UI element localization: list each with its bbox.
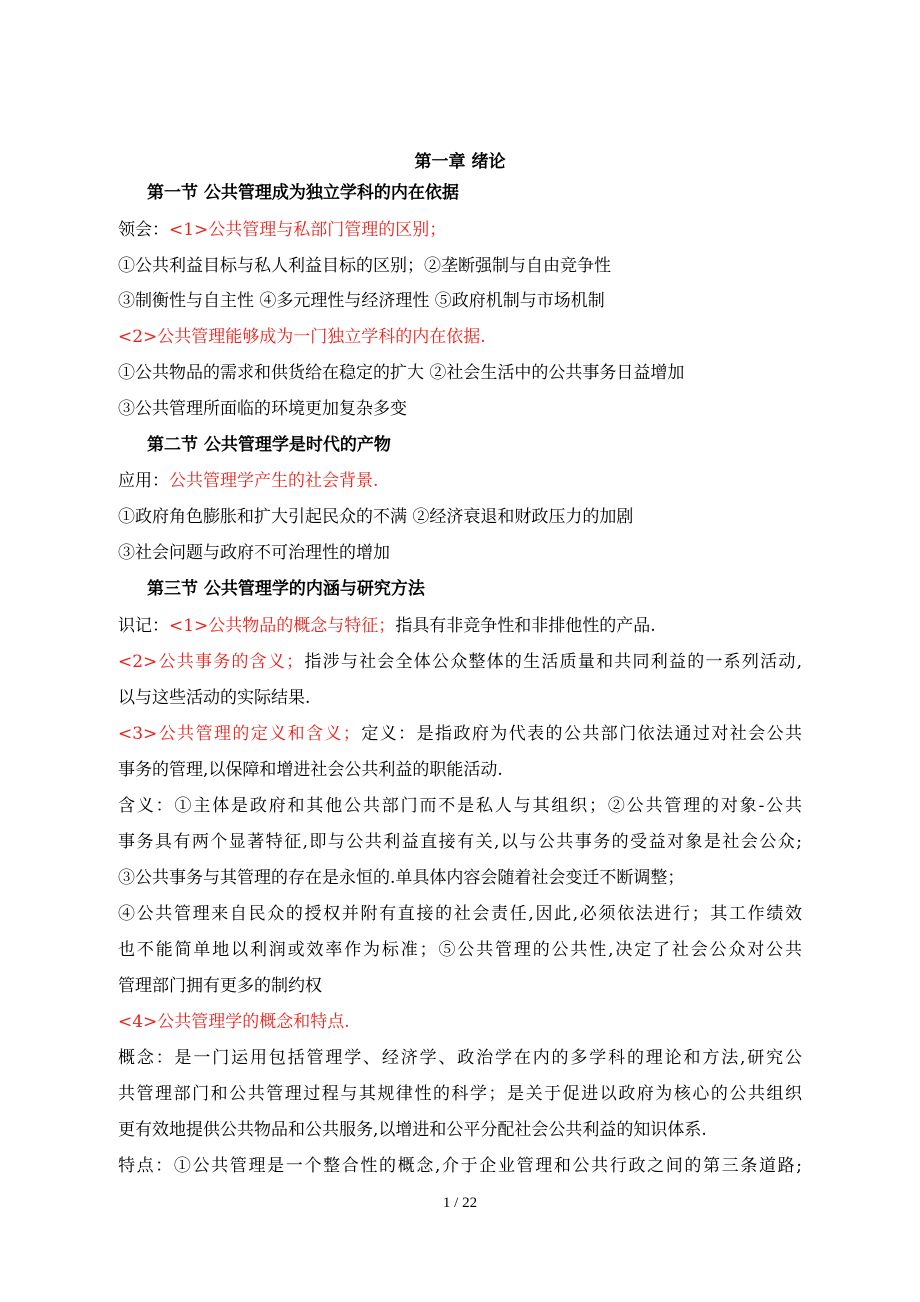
highlight-text: <4>公共管理学的概念和特点. bbox=[118, 1012, 350, 1032]
text-line: 事务的管理,以保障和增进社会公共利益的职能活动. bbox=[118, 760, 503, 780]
text-line: ①公共物品的需求和供货给在稳定的扩大 ②社会生活中的公共事务日益增加 bbox=[118, 363, 685, 383]
section-title-2: 第二节 公共管理学是时代的产物 bbox=[147, 435, 391, 455]
text-line: 含义：①主体是政府和其他公共部门而不是私人与其组织；②公共管理的对象-公共 bbox=[118, 796, 802, 816]
text-line: 特点：①公共管理是一个整合性的概念,介于企业管理和公共行政之间的第三条道路; bbox=[118, 1156, 802, 1176]
text-line: ③公共事务与其管理的存在是永恒的.单具体内容会随着社会变迁不断调整； bbox=[118, 868, 685, 888]
text-line: 更有效地提供公共物品和公共服务,以增进和公平分配社会公共利益的知识体系. bbox=[118, 1120, 707, 1140]
text-line: 事务具有两个显著特征,即与公共利益直接有关,以与公共事务的受益对象是社会公众; bbox=[118, 832, 802, 852]
text-line: ③公共管理所面临的环境更加复杂多变 bbox=[118, 399, 407, 419]
page-number: 1 / 22 bbox=[442, 1195, 478, 1211]
text-line: ③制衡性与自主性 ④多元理性与经济理性 ⑤政府机制与市场机制 bbox=[118, 291, 605, 311]
chapter-title: 第一章 绪论 bbox=[414, 152, 506, 172]
label: 应用： bbox=[118, 471, 169, 491]
highlight-text: <1>公共物品的概念与特征； bbox=[169, 616, 396, 636]
text-line: ①政府角色膨胀和扩大引起民众的不满 ②经济衰退和财政压力的加剧 bbox=[118, 507, 634, 527]
highlight-text: <2>公共事务的含义； bbox=[118, 652, 304, 672]
text-line: ④公共管理来自民众的授权并附有直接的社会责任,因此,必须依法进行；其工作绩效 bbox=[118, 904, 802, 924]
highlight-text: <1>公共管理与私部门管理的区别； bbox=[169, 220, 447, 240]
text-line: 共管理部门和公共管理过程与其规律性的科学；是关于促进以政府为核心的公共组织 bbox=[118, 1084, 802, 1104]
text-line bbox=[118, 650, 802, 674]
text-line bbox=[118, 722, 802, 746]
text-line: ③社会问题与政府不可治理性的增加 bbox=[118, 543, 390, 563]
highlight-text: 公共管理学产生的社会背景. bbox=[169, 471, 379, 491]
text-line: 管理部门拥有更多的制约权 bbox=[118, 976, 322, 996]
text-line bbox=[118, 218, 802, 242]
highlight-text: <2>公共管理能够成为一门独立学科的内在依据. bbox=[118, 327, 486, 347]
text-line: ①公共利益目标与私人利益目标的区别；②垄断强制与自由竞争性 bbox=[118, 256, 611, 276]
section-title-1: 第一节 公共管理成为独立学科的内在依据 bbox=[147, 183, 459, 203]
label: 领会： bbox=[118, 220, 169, 240]
text: 指具有非竞争性和非排他性的产品. bbox=[395, 616, 656, 636]
highlight-text: <3>公共管理的定义和含义； bbox=[118, 724, 360, 744]
text: 指涉与社会全体公众整体的生活质量和共同利益的一系列活动, bbox=[303, 652, 802, 672]
section-title-3: 第三节 公共管理学的内涵与研究方法 bbox=[147, 579, 425, 599]
text-line bbox=[118, 469, 802, 493]
text-line bbox=[118, 614, 802, 638]
text-line: 以与这些活动的实际结果. bbox=[118, 688, 311, 708]
text-line: 也不能简单地以利润或效率作为标准；⑤公共管理的公共性,决定了社会公众对公共 bbox=[118, 940, 802, 960]
label: 识记： bbox=[118, 616, 169, 636]
text: 定义：是指政府为代表的公共部门依法通过对社会公共 bbox=[359, 724, 802, 744]
text-line: 概念：是一门运用包括管理学、经济学、政治学在内的多学科的理论和方法,研究公 bbox=[118, 1048, 802, 1068]
